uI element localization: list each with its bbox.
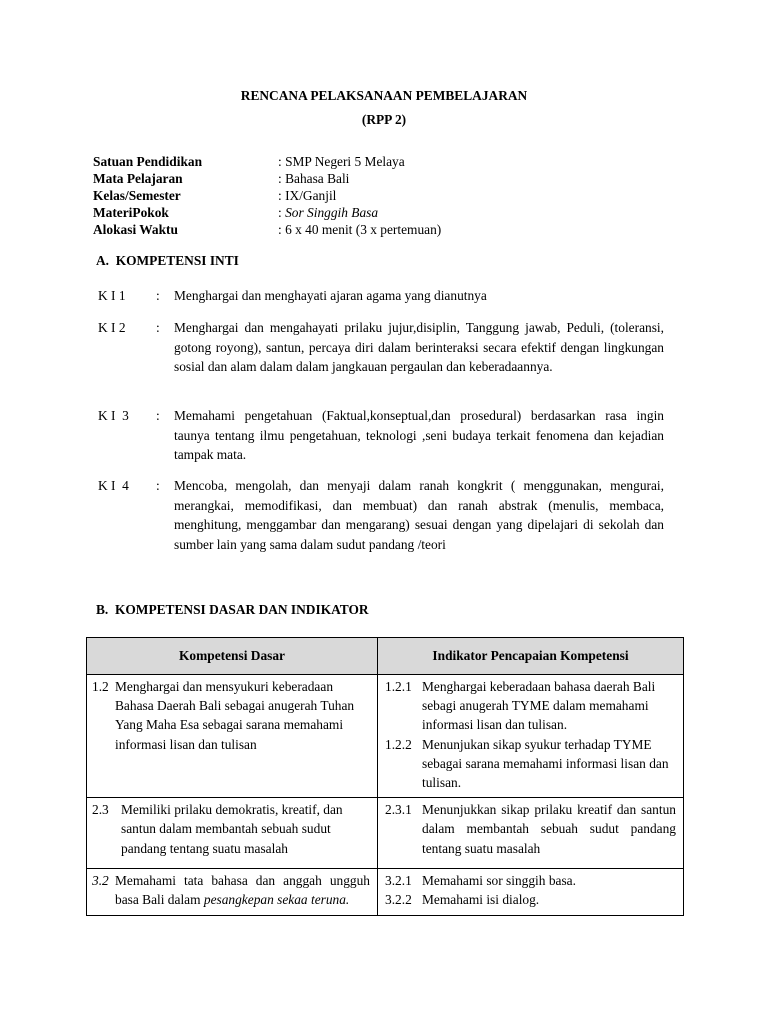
ki-item-4 [98, 476, 664, 554]
info-value-prefix: : [278, 205, 286, 220]
info-row-school [93, 153, 441, 170]
kd-cell [87, 798, 378, 869]
info-row-time [93, 221, 441, 238]
info-value: : SMP Negeri 5 Melaya [278, 154, 405, 169]
kd-text [115, 871, 370, 909]
kd-text-regular: Memahami tata bahasa dan anggah ungguh basa Bali dalam [115, 873, 370, 908]
document-title: RENCANA PELAKSANAAN PEMBELAJARAN [240, 88, 528, 103]
ki-code: K I 1 [98, 288, 126, 303]
info-row-subject [93, 170, 441, 187]
ki-text: Menghargai dan menghayati ajaran agama yang dianutnya [174, 288, 487, 303]
info-block [93, 153, 441, 238]
ki-colon: : [156, 478, 160, 493]
info-label: Kelas/Semester [93, 188, 181, 203]
ki-item-1 [98, 286, 664, 306]
indicator-text: Memahami sor singgih basa. [422, 873, 576, 889]
kd-text: Menghargai dan mensyukuri keberadaan Bahasa Daerah Bali sebagai anugerah Tuhan Yang Maha Esa sebagai sarana memahami informasi lisan dan tulisan [115, 679, 355, 752]
info-value [278, 204, 378, 221]
indicator-text: Menunjukkan sikap prilaku kreatif dan santun dalam membantah sebuah sudut pandang tentang suatu masalah [422, 802, 676, 856]
ki-colon: : [156, 408, 160, 423]
info-label: Satuan Pendidikan [93, 154, 203, 169]
info-value: : IX/Ganjil [278, 188, 337, 203]
table-row [87, 869, 684, 915]
indicator-number: 1.2.2 [385, 736, 412, 752]
competency-table [86, 637, 684, 916]
ki-text: Mencoba, mengolah, dan menyaji dalam ranah kongkrit ( menggunakan, mengurai, merangkai, memodifikasi, dan membuat) dan ranah abstrak (menulis, membaca, menghitung, menggambar dan mengarang) sesuai dengan yang dipelajari di sekolah dan sumber lain yang sama dalam sudut pandang /teori [174, 478, 664, 552]
kd-text: Memiliki prilaku demokratis, kreatif, dan santun dalam membantah sebuah sudut pandang tentang suatu masalah [121, 802, 343, 856]
kd-number: 1.2 [92, 679, 109, 694]
info-label: Alokasi Waktu [93, 222, 178, 237]
info-row-material [93, 204, 441, 221]
ki-code: K I 2 [98, 320, 126, 335]
indicator-text: Memahami isi dialog. [422, 892, 540, 908]
section-b-heading: B. KOMPETENSI DASAR DAN INDIKATOR [96, 602, 369, 617]
indicator-cell [378, 869, 684, 915]
indicator-number: 3.2.2 [385, 892, 412, 908]
indicator-cell [378, 798, 684, 869]
kd-cell [87, 675, 378, 798]
info-value-italic: Sor Singgih Basa [285, 205, 379, 220]
indicator-text: Menunjukan sikap syukur terhadap TYME sebagai sarana memahami informasi lisan dan tulisan. [422, 736, 669, 791]
ki-item-2 [98, 318, 664, 377]
kd-cell [87, 869, 378, 915]
info-value: : Bahasa Bali [278, 171, 350, 186]
section-a-heading: A. KOMPETENSI INTI [96, 253, 239, 268]
indicator-number: 2.3.1 [385, 802, 412, 818]
ki-code: K I 3 [98, 408, 129, 423]
kd-number: 3.2 [92, 873, 109, 889]
info-label: Mata Pelajaran [93, 171, 183, 186]
ki-text: Menghargai dan mengahayati prilaku jujur,disiplin, Tanggung jawab, Peduli, (toleransi, gotong royong), santun, percaya diri dalam berinteraksi secara efektif dengan lingkungan sosial dan alam dalam dalam jangkauan pergaulan dan keberadaannya. [174, 320, 664, 374]
info-value: : 6 x 40 menit (3 x pertemuan) [278, 222, 442, 237]
ki-text: Memahami pengetahuan (Faktual,konseptual,dan prosedural) berdasarkan rasa ingin taunya tentang ilmu pengetahuan, teknologi ,seni budaya terkait fenomena dan kejadian tampak mata. [174, 408, 664, 462]
indicator-text: Menghargai keberadaan bahasa daerah Bali sebagi anugerah TYME dalam memahami informasi lisan dan tulisan. [422, 679, 656, 733]
info-label: MateriPokok [93, 205, 169, 220]
ki-item-3 [98, 406, 664, 465]
kd-number: 2.3 [92, 802, 109, 818]
table-header-row [87, 638, 684, 675]
table-row [87, 675, 684, 798]
ki-colon: : [156, 288, 160, 303]
indicator-cell [378, 675, 684, 798]
table-row [87, 798, 684, 869]
ki-code: K I 4 [98, 478, 129, 493]
indicator-number: 1.2.1 [385, 679, 412, 694]
column-header-kd: Kompetensi Dasar [87, 638, 378, 675]
indicator-number: 3.2.1 [385, 873, 412, 889]
info-row-class [93, 187, 441, 204]
kd-text-italic: pesangkepan sekaa teruna. [203, 892, 350, 908]
ki-colon: : [156, 320, 160, 335]
column-header-indicator: Indikator Pencapaian Kompetensi [378, 638, 684, 675]
document-subtitle: (RPP 2) [361, 112, 407, 127]
